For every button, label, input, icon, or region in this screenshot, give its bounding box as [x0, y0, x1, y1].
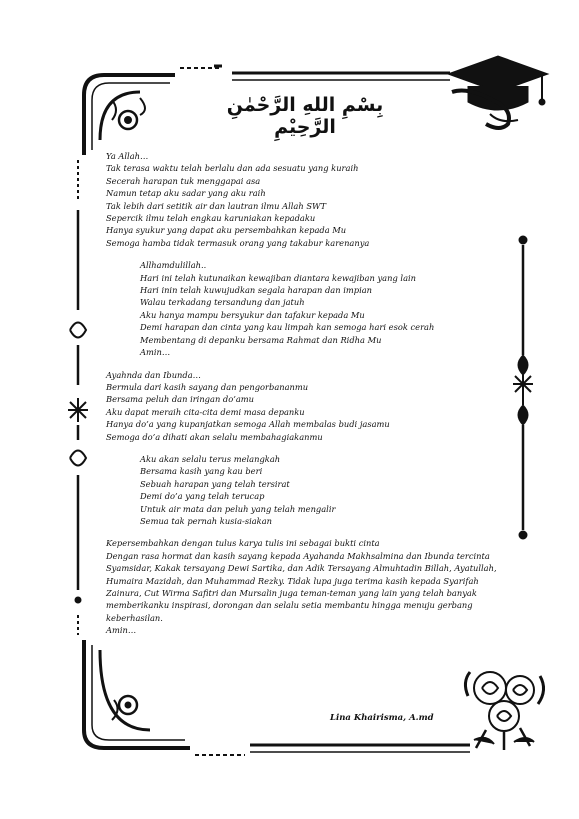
- poem-line: Bersama kasih yang kau beri: [140, 466, 263, 477]
- poem-line: Sebuah harapan yang telah tersirat: [140, 478, 290, 489]
- poem-line: Demi harapan dan cinta yang kau limpah kan semoga hari esok cerah: [140, 322, 435, 333]
- dedication-closing: Amin…: [106, 625, 137, 636]
- poem-line: Bersama peluh dan iringan do’amu: [106, 394, 255, 405]
- roses-bouquet-icon: [465, 672, 543, 750]
- author-signature: Lina Khairisma, A.md: [330, 713, 434, 723]
- poem-line: Hari inin telah kuwujudkan segala harapan dan impian: [140, 285, 373, 296]
- top-border-lines: [214, 66, 450, 80]
- poem-line: Hanya syukur yang dapat aku persembahkan kepada Mu: [106, 225, 347, 236]
- poem-line: Aku hanya mampu bersyukur dan tafakur kepada Mu: [140, 309, 365, 320]
- poem-line: Ya Allah…: [106, 151, 149, 161]
- poem-line: Namun tetap aku sadar yang aku raih: [106, 188, 266, 199]
- left-border-ornament: [68, 210, 88, 603]
- poem-line: Sepercik ilmu telah engkau karuniakan kepadaku: [106, 213, 316, 224]
- bottom-border-lines: [250, 745, 470, 752]
- poem-line: Membentang di depanku bersama Rahmat dan Ridha Mu: [140, 334, 382, 345]
- poem-line: Hanya do’a yang kupanjatkan semoga Allah membalas budi jasamu: [106, 419, 390, 430]
- dedication-text: [106, 150, 511, 647]
- poem-line: Bermula dari kasih sayang dan pengorbananmu: [106, 381, 309, 392]
- dedication-intro: Kepersembahkan dengan tulus karya tulis ini sebagai bukti cinta: [106, 538, 380, 549]
- poem-line: Semoga do’a dihati akan selalu membahagiakanmu: [106, 431, 323, 442]
- poem-line: Allhamdulillah..: [140, 260, 207, 271]
- poem-line: Untuk air mata dan peluh yang telah mengalir: [140, 503, 336, 514]
- poem-stanza-4: [106, 453, 511, 527]
- poem-line: Demi do’a yang telah terucap: [140, 491, 265, 502]
- poem-line: Tak terasa waktu telah berlalu dan ada sesuatu yang kuraih: [106, 163, 359, 174]
- poem-line: Aku akan selalu terus melangkah: [140, 453, 281, 464]
- poem-line: Semoga hamba tidak termasuk orang yang takabur karenanya: [106, 237, 370, 248]
- graduation-cap-icon: [448, 56, 548, 128]
- dedication-body: Dengan rasa hormat dan kasih sayang kepada Ayahanda Makhsalmina dan Ibunda tercinta Syamsidar, Kakak tersayang Dewi Sartika, dan Adik Tersayang Almuhtadin Billah, Ayatullah, Humaira Mazidah, dan Muhammad Rezky. Tidak lupa juga terima kasih kepada Syarifah Zainura, Cut Wirma Safitri dan Mursalin juga teman-teman yang lain yang telah banyak memberikanku inspirasi, dorongan dan selalu setia membantu hingga menuju gerbang keberhasilan.: [106, 550, 497, 623]
- right-border-ornament: [513, 236, 533, 539]
- poem-line: Tak lebih dari setitik air dan lautran ilmu Allah SWT: [106, 200, 327, 211]
- poem-line: Secerah harapan tuk menggapai asa: [106, 175, 261, 186]
- poem-line: Hari ini telah kutunaikan kewajiban diantara kewajiban yang lain: [140, 272, 417, 283]
- poem-stanza-3: [106, 369, 511, 443]
- poem-line: Aku dapat meraih cita-cita demi masa depanku: [106, 406, 305, 417]
- poem-line: Amin…: [140, 347, 171, 358]
- poem-line: Ayahnda dan Ibunda…: [106, 369, 201, 380]
- poem-line: Walau terkadang tersandung dan jatuh: [140, 297, 305, 308]
- poem-stanza-2: [106, 259, 511, 358]
- poem-stanza-1: [106, 150, 511, 249]
- dedication-paragraph: [106, 537, 511, 636]
- basmalah-calligraphy: بِسْمِ اللهِ الرَّحْمٰنِ الرَّحِيْمِ: [226, 94, 384, 138]
- poem-line: Semua tak pernah kusia-siakan: [140, 515, 273, 526]
